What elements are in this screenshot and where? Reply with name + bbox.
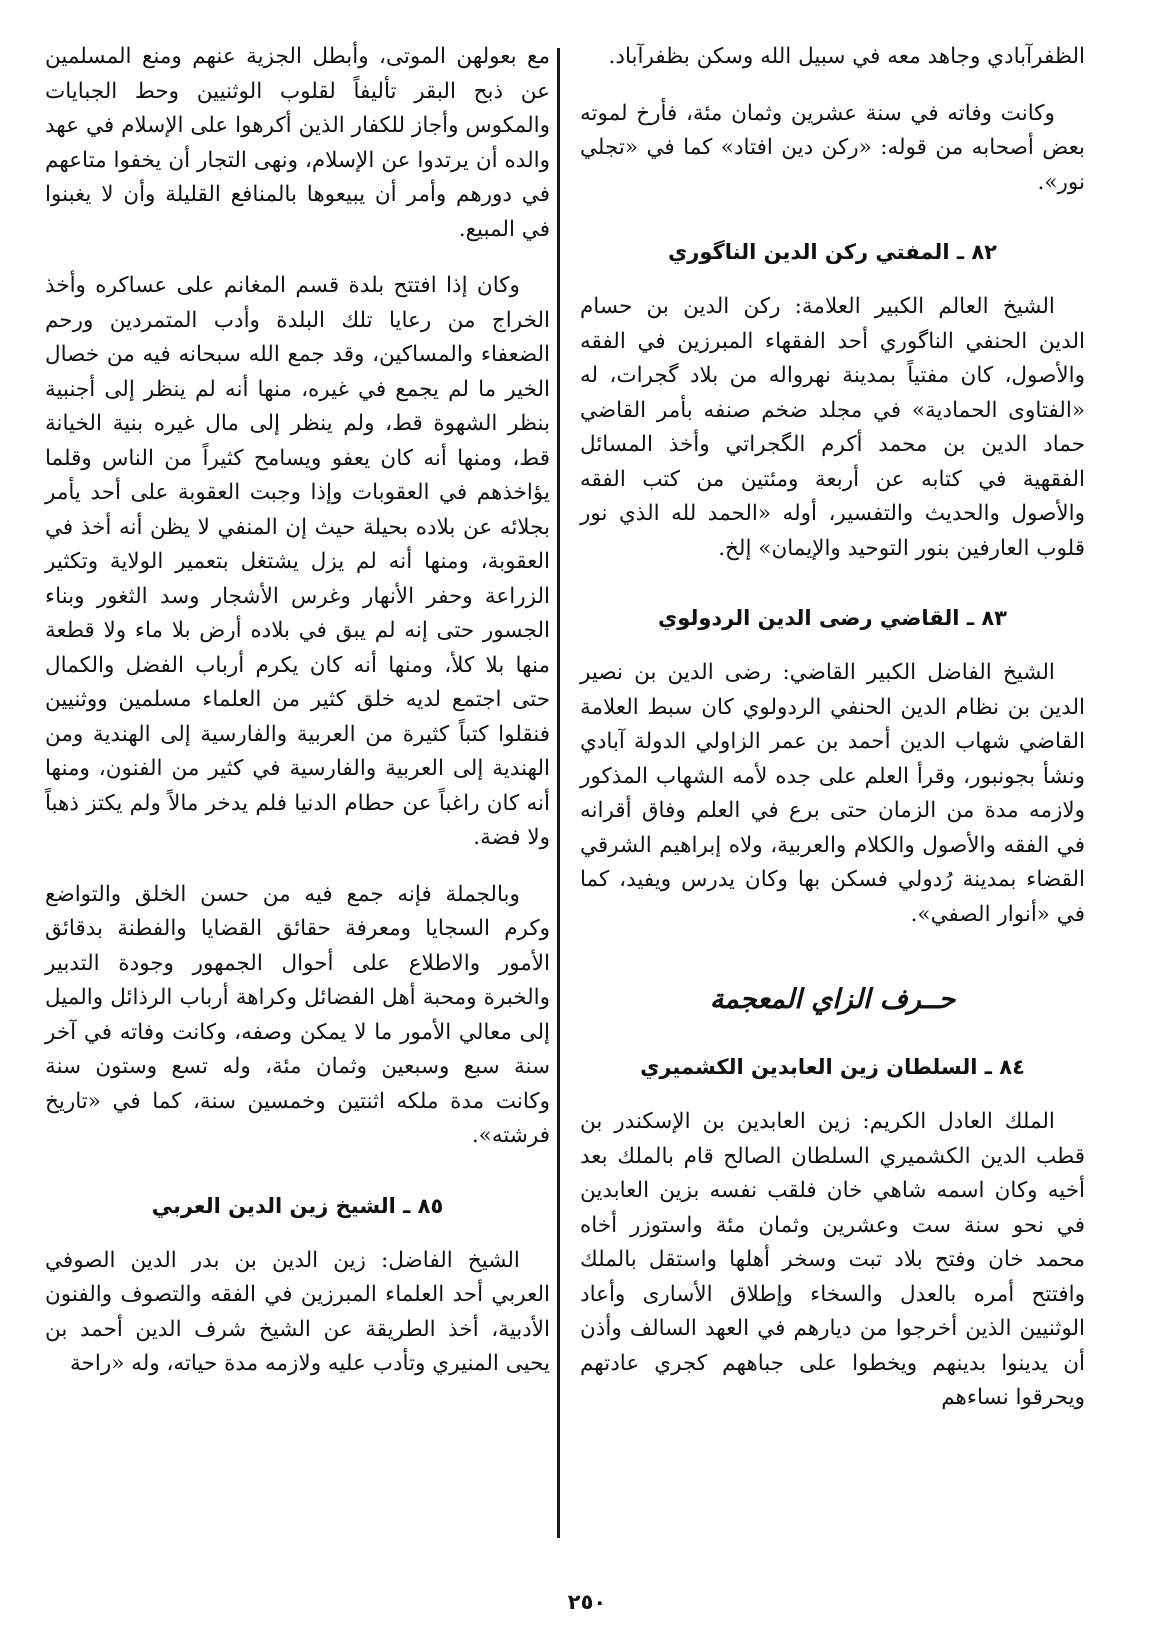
entry-85-paragraph: الشيخ الفاضل: زين الدين بن بدر الدين الصوفي العربي أحد العلماء المبرزين في الفقه والتصوف والفنون الأدبية، أخذ الطريقة عن الشيخ شرف الدين أحمد بن يحيى المنيري وتأدب عليه ولازمه مدة حياته، وله «راحة — [45, 1247, 550, 1376]
entry-84-summary-paragraph: وبالجملة فإنه جمع فيه من حسن الخلق والتواضع وكرم السجايا ومعرفة حقائق القضايا والفطنة بدقائق الأمور والاطلاع على أحوال الجمهور وجودة التدبير والخبرة ومحبة أهل الفضائل وكراهة أرباب الرذائل والميل إلى معالي الأمور ما لا يمكن وصفه، وكانت وفاته في آخر سنة سبع وسبعين وثمان مئة، وله تسع وستون سنة وكانت مدة ملكه اثنتين وخمسين سنة، كما في «تاريخ فرشته». — [45, 881, 550, 1148]
letter-section-heading: حــرف الزاي المعجمة — [709, 984, 956, 1015]
continuation-paragraph: الظفرآبادي وجاهد معه في سبيل الله وسكن بظفرآباد. — [608, 44, 1085, 69]
entry-82-paragraph: الشيخ العالم الكبير العلامة: ركن الدين بن حسام الدين الحنفي الناگوري أحد الفقهاء المبرزين في الفقه والأصول، كان مفتياً بمدينة نهرواله من بلاد گجرات، له «الفتاوى الحمادية» في مجلد ضخم صنفه بأمر القاضي حماد الدين بن محمد أكرم الگجراتي وأخذ المسائل الفقهية في كتابه عن أربعة ومئتين من كتب الفقه والأصول والحديث والتفسير، أوله «الحمد لله الذي نور قلوب العارفين بنور التوحيد والإيمان» إلخ. — [580, 294, 1085, 561]
left-column — [45, 40, 550, 1404]
death-note-paragraph: وكانت وفاته في سنة عشرين وثمان مئة، فأرخ لموته بعض أصحابه من قوله: «ركن دين افتاد» كما في «تجلي نور». — [580, 100, 1085, 195]
entry-heading-83: ٨٣ ـ القاضي رضى الدين الردولوي — [658, 606, 1007, 630]
page-number: ٢٥٠ — [567, 1590, 607, 1614]
entry-84-paragraph: الملك العادل الكريم: زين العابدين بن الإسكندر بن قطب الدين الكشميري السلطان الصالح قام بالملك بعد أخيه وكان اسمه شاهي خان فلقب نفسه بزين العابدين في نحو سنة ست وعشرين وثمان مئة واستوزر أخاه محمد خان وفتح بلاد تبت وسخر أهلها واستقل بالملك وافتتح أمره بالعدل والسخاء وإطلاق الأسارى وأعاد الوثنيين الذين أخرجوا من ديارهم في العهد السالف وأذن أن يدينوا بدينهم ويخطوا على جباههم كجري عادتهم ويحرقوا نساءهم — [580, 1109, 1085, 1410]
entry-83-paragraph: الشيخ الفاضل الكبير القاضي: رضى الدين بن نصير الدين بن نظام الدين الحنفي الردولوي كان سبط العلامة القاضي شهاب الدين أحمد بن عمر الزاولي الدولة آبادي ونشأ بجونبور، وقرأ العلم على جده لأمه الشهاب المذكور ولازمه مدة من الزمان حتى برع في العلم وفاق أقرانه في الفقه والأصول والكلام والعربية، ولاه إبراهيم الشرقي القضاء بمدينة رُدولي فسكن بها وكان يدرس ويفيد، كما في «أنوار الصفي». — [580, 660, 1085, 927]
column-divider — [557, 48, 560, 1538]
entry-heading-85: ٨٥ ـ الشيخ زين الدين العربي — [151, 1193, 444, 1218]
right-column — [580, 40, 1085, 1438]
entry-heading-82: ٨٢ ـ المفتي ركن الدين الناگوري — [668, 240, 997, 264]
entry-84-continuation: مع بعولهن الموتى، وأبطل الجزية عنهم ومنع المسلمين عن ذبح البقر تأليفاً لقلوب الوثنيين وحط الجبايات والمكوس وأجاز للكفار الذين أكرهوا على الإسلام في عهد والده أن يرتدوا عن الإسلام، ونهى التجار أن يخفوا متاعهم في دورهم وأمر أن يبيعوها بالمنافع القليلة وأن لا يغبنوا في المبيع. — [45, 44, 550, 242]
entry-84-virtues-paragraph: وكان إذا افتتح بلدة قسم المغانم على عساكره وأخذ الخراج من رعايا تلك البلدة وأدب المتمردين ورحم الضعفاء والمساكين، وقد جمع الله سبحانه فيه من خصال الخير ما لم يجمع في غيره، منها أنه لم ينظر إلى أجنبية بنظر الشهوة قط، ولم ينظر إلى مال غيره بنية الخيانة قط، ومنها أنه كان يعفو ويسامح كثيراً من الناس وقلما يؤاخذهم في العقوبات وإذا وجبت العقوبة على أحد يأمر بجلائه عن بلاده بحيلة حيث إن المنفي لا يظن أنه أخذ في العقوبة، ومنها أنه لم يزل يشتغل بتعمير الولاية وتكثير الزراعة وحفر الأنهار وغرس الأشجار وسد الثغور وبناء الجسور حتى إنه لم يبق في بلاده أرض بلا ماء ولا قطعة منها بلا كلأ، ومنها أنه كان يكرم أرباب الفضل والكمال حتى اجتمع لديه خلق كثير من العلماء مسلمين ووثنيين فنقلوا كتباً كثيرة من العربية والفارسية إلى الهندية ومن الهندية إلى العربية والفارسية في كثير من الفنون، ومنها أنه كان راغباً عن حطام الدنيا فلم يدخر مالاً ولم يكتز ذهباً ولا فضة. — [45, 273, 550, 850]
entry-heading-84: ٨٤ ـ السلطان زين العابدين الكشميري — [640, 1055, 1025, 1079]
